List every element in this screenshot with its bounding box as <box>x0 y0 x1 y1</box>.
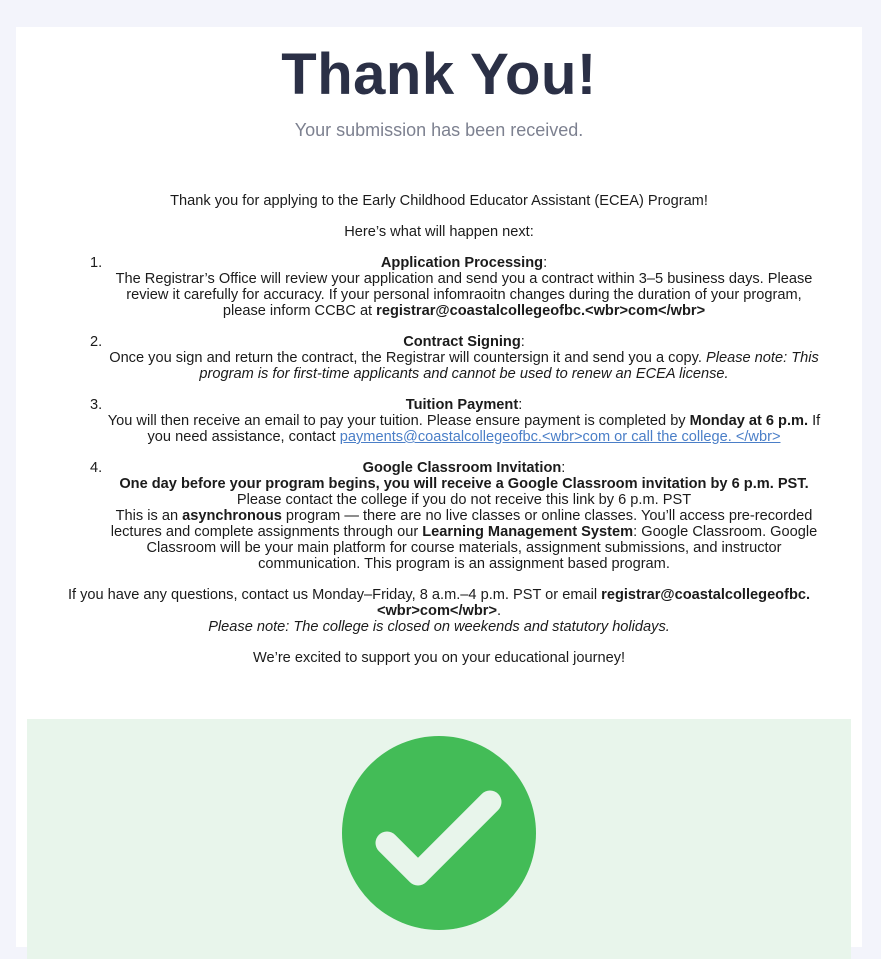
list-item: 3. Tuition Payment: You will then receive an email to pay your tuition. Please ensure payment is completed by Monday at 6 p.m. If you need assistance, contact payments@coastalcollegeofbc.<wbr>com or call the college. </wbr> <box>90 397 821 445</box>
step-text: program — there are no live classes or online classes. You’ll access pre-recorded lectures and complete assignments through our <box>110 508 813 540</box>
closed-note <box>56 619 822 635</box>
step-text: : Google Classroom. Google Classroom will be your main platform for course materials, assignment submissions, and instructor communication. This program is an assignment based program. <box>146 524 818 572</box>
page-title: Thank You! <box>281 42 597 107</box>
registrar-email: registrar@coastalcollegeofbc.<wbr>com</wbr> <box>376 303 706 319</box>
closing-text: We’re excited to support you on your educational journey! <box>252 650 626 666</box>
step-text: Once you sign and return the contract, the Registrar will countersign it and send you a copy. <box>109 350 706 366</box>
list-item: 2. Contract Signing: Once you sign and return the contract, the Registrar will countersign it and send you a copy. Please note: This program is for first-time applicants and cannot be used to renew an ECEA license. <box>90 334 819 382</box>
confirmation-card <box>16 27 862 947</box>
step-number: 3. <box>90 397 103 413</box>
step-text: This is an <box>115 508 183 524</box>
step-text: Please contact the college if you do not receive this link by 6 p.m. PST <box>236 492 692 508</box>
invitation-notice: One day before your program begins, you will receive a Google Classroom invitation by 6 p.m. PST. <box>119 476 809 492</box>
step-heading: Contract Signing <box>403 334 521 350</box>
success-panel <box>27 719 851 959</box>
lms-label: Learning Management System <box>422 524 634 540</box>
closed-note-text: Please note: The college is closed on weekends and statutory holidays. <box>208 619 670 635</box>
payment-deadline: Monday at 6 p.m. <box>689 413 809 429</box>
step-heading: Tuition Payment <box>405 397 519 413</box>
success-badge <box>342 736 536 930</box>
intro-text: Thank you for applying to the Early Childhood Educator Assistant (ECEA) Program! <box>170 193 708 209</box>
page-subtitle: Your submission has been received. <box>294 120 584 140</box>
asynchronous-label: asynchronous <box>182 508 282 524</box>
next-steps-lead: Here’s what will happen next: <box>344 224 534 240</box>
list-item: 1. Application Processing: The Registrar’s Office will review your application and send you a contract within 3–5 business days. Please review it carefully for accuracy. If your personal infomraoitn changes during the duration of your program, please inform CCBC at registrar@coastalcollegeofbc.<wbr>com</wbr> <box>90 255 813 319</box>
check-icon <box>342 736 536 930</box>
contact-end: . <box>496 603 502 619</box>
step-number: 2. <box>90 334 103 350</box>
step-number: 1. <box>90 255 103 271</box>
step-text: If you need assistance, contact <box>147 413 821 445</box>
step-number: 4. <box>90 460 103 476</box>
step-heading: Application Processing <box>380 255 544 271</box>
contact-email: registrar@coastalcollegeofbc.<wbr>com</wbr> <box>376 587 811 619</box>
list-item: 4. Google Classroom Invitation: One day before your program begins, you will receive a Google Classroom invitation by 6 p.m. PST. Please contact the college if you do not receive this link by 6 p.m. PST This is an asynchronous program — there are no live classes or online classes. You’ll access pre-recorded lectures and complete assignments through our Learning Management System: Google Classroom. Google Classroom will be your main platform for course materials, assignment submissions, and instructor communication. This program is an assignment based program. <box>90 460 818 572</box>
step-note: Please note: This program is for first-time applicants and cannot be used to renew an ECEA license. <box>199 350 819 382</box>
contact-text <box>56 587 822 619</box>
step-heading: Google Classroom Invitation <box>362 460 562 476</box>
contact-hours: If you have any questions, contact us Monday–Friday, 8 a.m.–4 p.m. PST or email <box>67 587 602 603</box>
step-text: The Registrar’s Office will review your application and send you a contract within 3–5 business days. Please review it carefully for accuracy. If your personal infomraoitn changes during the duration of your program, please inform CCBC at <box>115 271 813 319</box>
confirmation-message <box>56 193 822 666</box>
payments-email-link[interactable]: payments@coastalcollegeofbc.<wbr>com or call the college. </wbr> <box>339 429 781 445</box>
next-steps-list <box>56 255 822 572</box>
step-text: You will then receive an email to pay your tuition. Please ensure payment is completed by <box>107 413 690 429</box>
